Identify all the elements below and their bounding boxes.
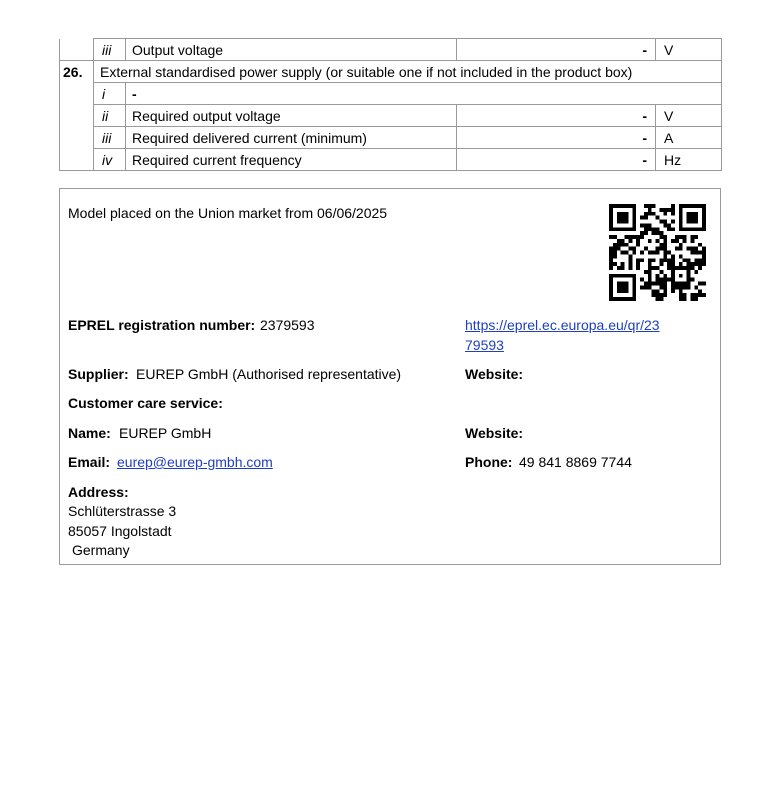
section-number-cell [60,127,94,149]
row-label: Output voltage [126,39,457,61]
row-label: Required output voltage [126,105,457,127]
row-roman: iv [94,149,126,171]
section-number-cell [60,83,94,105]
phone-label: Phone: [465,454,513,470]
spec-table [59,38,722,171]
section-header-row [60,61,722,83]
supplier-label: Supplier: [68,366,129,382]
model-placed-text: Model placed on the Union market from 06/06/2025 [68,205,388,221]
email-link[interactable]: eurep@eurep-gmbh.com [117,454,273,470]
table-row [60,127,722,149]
section-number: 26. [60,61,94,83]
address-label: Address: [68,484,129,500]
row-label: - [126,83,722,105]
website-label-supplier: Website: [465,366,524,382]
row-roman: i [94,83,126,105]
row-roman: ii [94,105,126,127]
customer-care-label: Customer care service: [68,395,223,411]
row-roman: iii [94,127,126,149]
website-label-care: Website: [465,425,524,441]
eprel-label: EPREL registration number: [68,317,256,333]
row-unit: Hz [656,149,722,171]
table-row [60,39,722,61]
eprel-link-line2[interactable]: 79593 [465,337,504,353]
row-unit: V [656,39,722,61]
table-row [60,149,722,171]
supplier-value: EUREP GmbH (Authorised representative) [136,366,402,382]
table-row [60,105,722,127]
name-label: Name: [68,425,111,441]
qr-code-icon[interactable] [609,204,706,301]
address-line-3: Germany [72,542,130,558]
address-line-2: 85057 Ingolstadt [68,523,172,539]
eprel-number: 2379593 [260,317,315,333]
email-label: Email: [68,454,111,470]
section-title: External standardised power supply (or suitable one if not included in the product box) [94,61,722,83]
table-row [60,83,722,105]
section-number-cell [60,105,94,127]
row-value: - [457,127,656,149]
row-label: Required current frequency [126,149,457,171]
row-roman: iii [94,39,126,61]
section-number-cell [60,39,94,61]
supplier-info-box [59,188,721,565]
address-line-1: Schlüterstrasse 3 [68,503,177,519]
row-unit: V [656,105,722,127]
row-value: - [457,105,656,127]
name-value: EUREP GmbH [119,425,212,441]
row-value: - [457,39,656,61]
row-value: - [457,149,656,171]
row-unit: A [656,127,722,149]
section-number-cell [60,149,94,171]
eprel-link-line1[interactable]: https://eprel.ec.europa.eu/qr/23 [465,317,660,333]
row-label: Required delivered current (minimum) [126,127,457,149]
phone-value: 49 841 8869 7744 [519,454,632,470]
